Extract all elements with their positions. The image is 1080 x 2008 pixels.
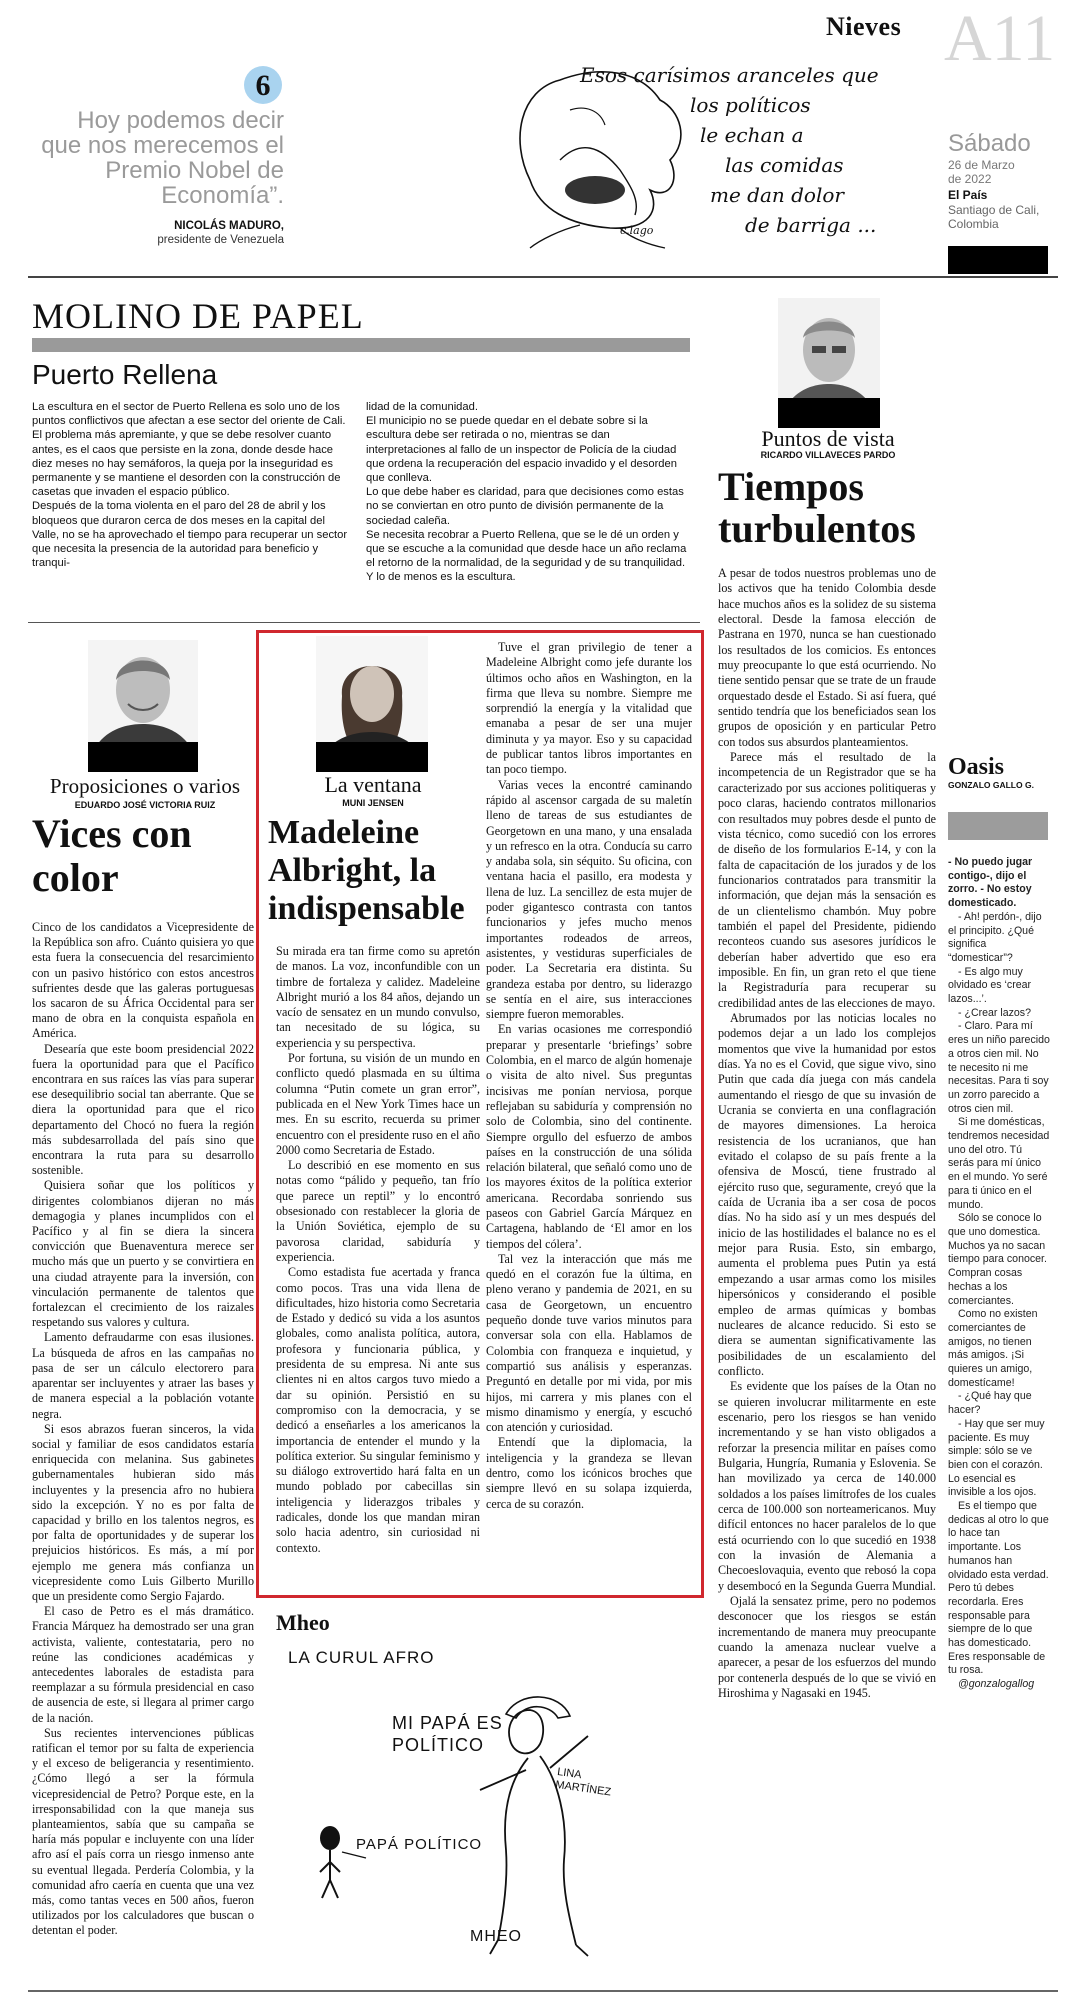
proposiciones-headline: Vices con color	[32, 811, 192, 900]
date-line-1: 26 de Marzo	[948, 158, 1015, 172]
cartoon-line-4: las comidas	[725, 153, 844, 177]
molino-col-2	[366, 400, 692, 585]
cartoon-caption	[580, 60, 910, 240]
quote-mark: 6	[255, 69, 271, 102]
oasis-paragraph: Como no existen comerciantes de amigos, no tienen más amigos. ¡Si quieres un amigo, domestícame!	[948, 1308, 1038, 1389]
oasis-column-name: Oasis	[948, 754, 1005, 780]
puntos-paragraph: Es evidente que los países de la Otan no se quieren involucrar militarmente en este escenario, pero los riesgos se han venido incrementando y se han visto obligados a reforzar la presencia militar en países como Bulgaria, Hungría, Rumania y Eslovenia. Se han movilizado ya cerca de 140.000 soldados a los países limítrofes de los cuales cerca de 100.000 son norteamericanos. Muy difícil entonces no hacer paralelos de lo que está ocurriendo con lo que sucedió en 1938 con la invasión de Alemania a Checoeslovaquia, evento que rebosó la copa y desembocó en la Segunda Guerra Mundial.	[718, 1379, 936, 1593]
puntos-author: RICARDO VILLAVECES PARDO	[760, 450, 896, 460]
mheo-signature: MHEO	[470, 1928, 522, 1945]
ventana-paragraph: Tuve el gran privilegio de tener a Madeleine Albright como jefe durante los últimos ocho años en Washington, en la firma que lleva su nombre. Siempre me sorprendió la energía y la vitalidad que emanaba a pesar de ser una mujer diminuta y ya mayor. Eso y su capacidad de publicar tantos libros importantes en tan poco tiempo.	[486, 640, 692, 777]
ventana-author: MUNI JENSEN	[342, 798, 404, 808]
ventana-paragraph: Como estadista fue acertada y franca como pocos. Tras una vida llena de dificultades, hizo historia como Secretaria de Estado y dedicó su vida a los asuntos globales, como analista política, autora, profesora y funcionaria pública, y presidenta de su empresa. Ni ante sus clientes ni en altos cargos tuvo miedo a dar su opinión. Persistió en su compromiso con la democracia, y se dedicó a enseñarles a los americanos la importancia de entender el mundo y la política exterior. Su singular feminismo y su diálogo extrovertido hará falta en un mundo poblado por cabecillas sin inteligencia y liderazgos tribales y radicales, donde los que mandan miran solo hacia adentro, sin curiosidad ni contexto.	[276, 1265, 480, 1555]
quote-badge	[244, 66, 282, 104]
cartoon-line-1: Esos carísimos aranceles que	[580, 63, 879, 87]
oasis-paragraph: Es el tiempo que dedicas al otro lo que lo hace tan importante. Los humanos han olvidado esta verdad. Pero tú debes recordarla. Eres responsable para siempre de lo que has domesticado. Eres responsable de tu rosa.	[948, 1500, 1049, 1677]
day-label: Sábado	[948, 130, 1031, 157]
puntos-paragraph: Parece más el resultado de la incompetencia de un Registrador que se ha caracterizado por sus acciones politiqueras y poco claras, haciendo contratos millonarios con resultados muy pobres desde el punto de vista técnico, como sucedió con los errores de diseño de los formularios E-14, y con la falta de capacitación de los jurados y de los funcionarios contratados para transmitir la información, que dejan más la sensación es de un clientelismo chambón. Muy pobre también el papel del Presidente, pidiendo reconteos cuando sus asesores jurídicos le deberían haber advertido que eso era imposible. En fin, un gran reto el que tiene la Registraduría para recuperar su credibilidad antes de las elecciones de mayo.	[718, 750, 936, 1010]
oasis-body	[948, 856, 1050, 1692]
ventana-col-2	[486, 640, 692, 1512]
quote-author: NICOLÁS MADURO,	[174, 220, 284, 232]
footer-rule	[28, 1990, 1058, 1992]
ventana-headline: Madeleine Albright, la indispensable	[268, 814, 465, 927]
proposiciones-paragraph: El caso de Petro es el más dramático. Francia Márquez ha demostrado ser una gran activista, valiente, contestataria, pero no reúne las condiciones académicas y antecedentes laborales de estadista para reemplazar a su fórmula presidencial en caso de ausencia de este, si llegara al primer cargo de la nación.	[32, 1604, 254, 1725]
date-block	[948, 130, 1068, 231]
mheo-cartoon-drawing	[270, 1640, 700, 1970]
oasis-paragraph: - ¿Crear lazos?	[958, 1006, 1031, 1019]
ventana-column-name: La ventana	[324, 772, 422, 797]
quote-role: presidente de Venezuela	[157, 234, 284, 246]
ventana-paragraph: Lo describió en ese momento en sus notas como “pálido y pequeño, tan frío que parece un reptil” y lo encontró obsesionado con restablecer la gloria de la Unión Soviética, ejemplo de su pavorosa claridad, sabiduría y experiencia.	[276, 1158, 480, 1264]
ventana-paragraph: En varias ocasiones me correspondió preparar y presentarle ‘briefings’ sobre Colombia, en el marco de algún homenaje o visita de alto nivel. Sus preguntas incisivas me ponían nerviosa, porque reflejaban su sabiduría y comprensión no solo de Colombia, sino del continente. Siempre orgullo del esfuerzo de ambos países en la construcción de una sólida relación bilateral, que señaló como uno de los mayores éxitos de la política exterior americana. Recordaba sonriendo sus paseos con Gabriel García Márquez en Cartagena, hablando de ‘El amor en los tiempos del cólera’.	[486, 1022, 692, 1251]
mheo-line-3: PAPÁ POLÍTICO	[356, 1836, 483, 1853]
oasis-gray-bar	[948, 812, 1048, 840]
cartoon-line-2: los políticos	[690, 93, 811, 117]
molino-paragraph: La escultura en el sector de Puerto Rellena es solo uno de los puntos conflictivos que afectan a ese sector del oriente de Cali.	[32, 401, 346, 428]
oasis-handle: @gonzalogallog	[958, 1678, 1035, 1691]
puntos-body	[718, 566, 936, 1701]
oasis-paragraph: - Claro. Para mí eres un niño parecido a otros cien mil. No te necesito ni me necesitas. Para ti soy un zorro parecido a otros cien mil.	[948, 1020, 1050, 1115]
black-tab	[88, 742, 198, 772]
ventana-paragraph: Entendí que la diplomacia, la inteligencia y la grandeza se llevan dentro, como los icónicos broches que siempre llevó en su solapa izquierda, cerca de su corazón.	[486, 1435, 692, 1511]
proposiciones-body	[32, 920, 254, 1939]
oasis-paragraph: - ¿Qué hay que hacer?	[948, 1390, 1032, 1417]
oasis-paragraph: - No puedo jugar contigo-, dijo el zorro. - No estoy domesticado.	[948, 856, 1033, 910]
molino-paragraph: Y lo de menos es la escultura.	[366, 571, 516, 584]
oasis-paragraph: Sólo se conoce lo que uno domestica. Muchos ya no sacan tiempo para conocer. Compran cosas hechas a los comerciantes.	[948, 1212, 1047, 1307]
puntos-paragraph: Abrumados por las noticias locales no podemos dejar a un lado los complejos momentos que vive la humanidad por estos días. Ya no es el Covid, que sigue vivo, sino Putin que cada día juega con más candela aumentando el riesgo de que su invasión de Ucrania se convierta en una conflagración de mayores dimensiones. La heroica resistencia de los ucranianos, que han evitado el colapso de su país frente a la ofensiva de Moscú, tiene frustrado al ejército ruso que, seguramente, creyó que la caída de Ucrania iba a ser cosa de pocos días. No ha sido así y un mes después del inicio de las hostilidades el balance no es el mejor para Rusia. Esto, sin embargo, aumenta el problema pues Putin ya está empezando a usar armas como los misiles hipersónicos y considerando el posible empleo de armas químicas y bombas nucleares de alcance reducido. Si esto se diera se aumentan significativamente las posibilidades de un escalamiento del conflicto.	[718, 1010, 936, 1378]
proposiciones-column-name: Proposiciones o varios	[49, 774, 241, 798]
page-number: A11	[944, 2, 1056, 75]
mheo-title: Mheo	[276, 1610, 330, 1635]
ventana-paragraph: Varias veces la encontré caminando rápido al ascensor cargada de su maletín lleno de tareas de sus estudiantes de Georgetown en una mano, y una ensalada y un refresco en la otra. Conducía su carro y andaba sola, sin séquito. Su oficina, con ventana hacia el pasillo, era modesta y llena de luz. La sencillez de esta mujer de poder gigantesco contrasta con tantos funcionarios y jefes mucho menos importantes rodeados de arreos, asistentes, y vestiduras superficiales de poder. La Secretaria era distinta. Su grandeza estaba por dentro, su liderazgo se sentía en el aire, sus interacciones siempre fueron memorables.	[486, 777, 692, 1022]
cartoon-signature: c.lago	[620, 224, 654, 237]
cartoon-line-3: le echan a	[700, 123, 804, 147]
puntos-paragraph: Ojalá la sensatez prime, pero no podemos desconocer que los riesgos se están incrementando de manera muy preocupante cuando la amenaza nuclear vuelve a aparecer, a pesar de los esfuerzos del mundo por contenerla después de lo que se vivió en Hiroshima y Nagasaki en 1945.	[718, 1594, 936, 1701]
ventana-paragraph: Por fortuna, su visión de un mundo en conflicto quedó plasmada en su última columna “Putin comete un gran error”, publicada en el New York Times hace un mes. En su escrito, recuerda su primer encuentro con el presidente ruso en el año 2000 como Secretaria de Estado.	[276, 1051, 480, 1157]
molino-headline: Puerto Rellena	[32, 359, 218, 390]
puntos-paragraph: A pesar de todos nuestros problemas uno de los activos que ha tenido Colombia desde hace muchos años es la solidez de su sistema electoral. Desde la famosa elección de Pastrana en 1970, nunca se han cuestionado los resultados de los comicios. Es entonces muy preocupante lo que está ocurriendo. No tiene sentido pensar que se trate de un fraude orquestado desde el Estado. Si así fuera, qué sentido tendría que los beneficiados sean los grupos de oposición y en particular Petro con todos sus absurdos planteamientos.	[718, 566, 936, 749]
puntos-headline: Tiempos turbulentos	[718, 464, 916, 551]
proposiciones-paragraph: Quisiera soñar que los políticos y dirigentes colombianos dijeran no más demagogia y planes incumplidos con el Pacífico y al fin se diera la sincera convicción que Buenaventura merece ser mucho más que un puerto y se convirtiera en una ciudad atrayente para la inversión, con vinculación permanente de talentos que fortalezcan el crecimiento de los raizales respetando sus valores y cultura.	[32, 1178, 254, 1330]
mheo-line-2: MI PAPÁ ES POLÍTICO	[392, 1713, 503, 1755]
quote-text: Hoy podemos decir que nos merecemos el Premio Nobel de Economía”.	[41, 107, 284, 209]
header-rule	[28, 276, 1058, 278]
proposiciones-paragraph: Lamento defraudarme con esas ilusiones. La búsqueda de afros en las campañas no pasa de ser un cálculo electorero para aparentar ser incluyentes y atraer las bases y de manera especial a la población votante negra.	[32, 1330, 254, 1421]
city-line-1: Santiago de Cali,	[948, 203, 1040, 217]
city-line-2: Colombia	[948, 217, 999, 231]
mheo-cartoon	[270, 1640, 700, 1970]
mheo-line-4: LINA MARTÍNEZ	[554, 1765, 612, 1799]
proposiciones-author: EDUARDO JOSÉ VICTORIA RUIZ	[74, 800, 216, 810]
molino-paragraph: Después de la toma violenta en el paro del 28 de abril y los bloqueos que duraron cerca de dos meses en la capital del Valle, no se ha aprovechado el tiempo para recuperar un sector que necesita la presencia de la autoridad para beneficio y tranqui-	[32, 500, 348, 570]
molino-col-1	[32, 400, 352, 570]
molino-paragraph: El municipio no se puede quedar en el debate sobre si la escultura debe ser retirada o no, mientras se dan interpretaciones al fallo de un inspector de Policía de la ciudad que ordena la recuperación del espacio invadido y el desorden que conlleva.	[366, 415, 677, 485]
ventana-paragraph: Tal vez la interacción que más me quedó en el corazón fue la última, en pleno verano y pandemia de 2021, en su casa de Georgetown, un encuentro pequeño donde tuve varios minutos para conversar sola con ella. Hablamos de Colombia con franqueza e inquietud, y compartió sus análisis y esperanzas. Preguntó en detalle por mi vida, por mis hijos, mi carrera y mis planes con el mismo dinamismo y energía, y escuchó con atención y curiosidad.	[486, 1251, 692, 1435]
cartoon-line-5: me dan dolor	[710, 183, 844, 207]
oasis-paragraph: - Es algo muy olvidado es ‘crear lazos...’.	[948, 965, 1032, 1006]
oasis-paragraph: - Hay que ser muy paciente. Es muy simple: sólo se ve bien con el corazón. Lo esencial es invisible a los ojos.	[948, 1417, 1045, 1499]
proposiciones-paragraph: Desearía que este boom presidencial 2022 fuera la oportunidad para que el Pacífico encontrara en sus raíces las vías para superar ese desequilibrio social tan aberrante. Que se diera la oportunidad para que el rico departamento del Chocó no fuera la región más subdesarrollada del país sino que encontrara la ruta para su desarrollo sostenible.	[32, 1041, 254, 1178]
molino-paragraph: Se necesita recobrar a Puerto Rellena, que se le dé un orden y que se escuche a la comunidad que desde hace un año reclama el retorno de la normalidad, de la seguridad y de su tranquilidad.	[366, 528, 687, 570]
proposiciones-paragraph: Cinco de los candidatos a Vicepresidente de la República son afro. Cuánto quisiera yo que esta fuera la consecuencia del resarcimiento con un pasivo histórico con estos ancestros sufrientes desde que las galeras portuguesas los sacaron de su África Occidental para ser mano de obra en la conquista española en América.	[32, 920, 254, 1041]
molino-paragraph: Lo que debe haber es claridad, para que decisiones como estas no se conviertan en otro punto de división permanente de la sociedad caleña.	[366, 486, 684, 527]
black-tab	[778, 398, 880, 428]
oasis-paragraph: - Ah! perdón-, dijo el principito. ¿Qué significa “domesticar”?	[948, 910, 1042, 964]
oasis-author: GONZALO GALLO G.	[948, 780, 1034, 790]
molino-paragraph: lidad de la comunidad.	[366, 401, 478, 413]
black-tab	[948, 246, 1048, 274]
oasis-paragraph: Si me domésticas, tendremos necesidad uno del otro. Tú serás para mí único en el mundo. Yo seré para ti único en el mundo.	[948, 1116, 1050, 1211]
proposiciones-paragraph: Sus recientes intervenciones públicas ratifican el temor por su falta de experiencia y el exceso de beligerancia y resentimiento. ¿Cómo llegó a ser la fórmula vicepresidencial de Petro? Porque este, en la irresponsabilidad con la que maneja sus planteamientos, sabía que su campaña se haría más popular e incluyente con una líder afro así el país corra un riesgo inmenso ante su eventual llegada. Perdería Colombia, y la comunidad afro caería en cuenta que una vez más, como tantas veces en 500 años, fueron utilizados por los calculadores que buscan o detentan el poder.	[32, 1725, 254, 1938]
molino-section-title: MOLINO DE PAPEL	[32, 296, 364, 336]
ventana-col-1	[276, 944, 480, 1556]
proposiciones-paragraph: Si esos abrazos fueran sinceros, la vida social y familiar de esos candidatos estaría enriquecida con melanina. Sus gabinetes gubernamentales hubieran sido más incluyentes y la presencia afro no hubiera sido la excepción. Y no es por falta de capacidad y brillo en los talentos negros, es por falta de oportunidades y de superar los prejuicios históricos. Es más, a mí por ejemplo me genera más confianza un vicepresidente como Luis Gilberto Murillo que un presidente como Sergio Fajardo.	[32, 1421, 254, 1603]
ventana-paragraph: Su mirada era tan firme como su apretón de manos. La voz, inconfundible con un timbre de fortaleza y calidez. Madeleine Albright murió a los 84 años, dejando un vacío de sensatez en un mundo convulso, tan necesitado de su lógica, su experiencia y su perspectiva.	[276, 944, 480, 1050]
publication-name: El País	[948, 188, 988, 202]
molino-gray-bar	[32, 338, 690, 352]
date-line-2: de 2022	[948, 172, 992, 186]
cartoon-line-6: de barriga ...	[745, 213, 877, 237]
molino-paragraph: El problema más apremiante, y que se debe resolver cuanto antes, es el caos que persiste en la zona, donde desde hace diez meses no hay semáforos, la queja por la inseguridad es permanente y se mantiene el desorden con la construcción de casetas que invaden el espacio público.	[32, 429, 341, 499]
mheo-line-1: LA CURUL AFRO	[288, 1648, 435, 1667]
section-name: Nieves	[826, 12, 902, 41]
puntos-column-name: Puntos de vista	[761, 426, 895, 451]
black-tab	[316, 742, 428, 772]
molino-bottom-rule	[28, 622, 700, 623]
